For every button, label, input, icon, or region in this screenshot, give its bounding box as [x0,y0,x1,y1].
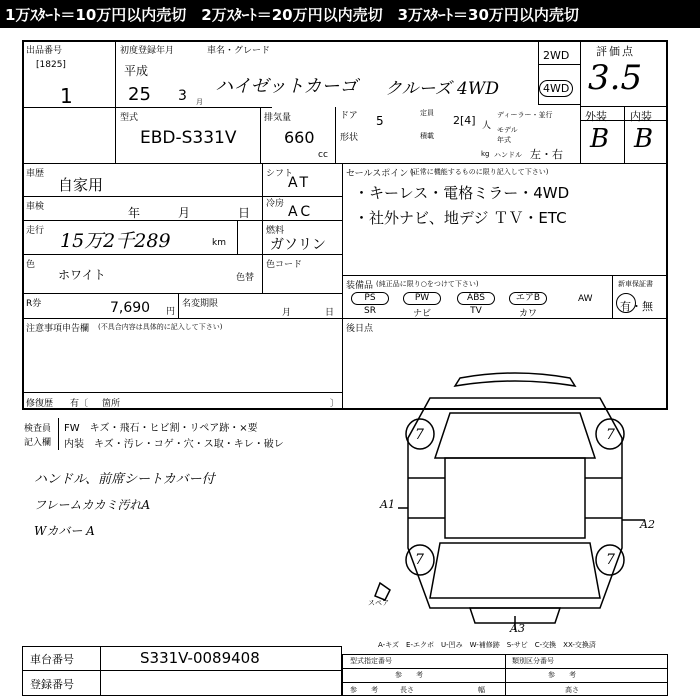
divider [342,163,343,408]
equipment-aw: AW [578,294,593,304]
load-unit: kg [481,150,490,158]
int-score: B [634,124,654,154]
score-label: 評価点 [596,45,635,58]
width-label: 幅 [478,686,485,694]
registration-label: 初度登録年月 [120,46,175,56]
handle-value: 左・右 [530,148,563,161]
divider [538,40,539,104]
divider [580,40,581,163]
score-value: 3.5 [588,58,643,98]
recycle-unit: 円 [166,307,176,317]
divider [624,106,625,163]
handwritten-note-2: フレームカカミ汚れA [34,498,151,512]
fuel-label: 燃料 [266,226,285,236]
divider [22,318,668,319]
divider [22,254,342,255]
classification-label: 類別区分番号 [512,657,554,665]
tire-front-left-mark: 7 [415,427,424,443]
equipment-navi: ナビ [412,309,431,319]
inspection-day-label: 日 [238,206,251,220]
divider [335,107,336,163]
divider [237,220,238,254]
divider [505,654,506,696]
sales-line2: ・社外ナビ、地デジ ＴＶ・ETC [354,209,567,227]
notes-sub: (不具合内容は具体的に記入して下さい) [98,323,223,331]
divider [538,104,580,105]
divider [22,293,342,294]
equipment-sr: SR [364,306,376,316]
warranty-label: 新車保証書 [618,280,653,288]
later-label: 後日点 [346,324,374,334]
use-label: 車歴 [26,169,45,179]
divider [612,275,613,318]
reference-label-1: 参 考 [395,671,423,679]
divider [22,670,342,671]
divider [262,254,263,293]
equipment-pw: PW [403,292,441,305]
registration-month: 3 [178,88,187,104]
ac-label: 冷房 [266,199,285,209]
recycle-value: 7,690 [110,300,151,316]
int-label: 内装 [630,110,652,123]
type-designation-label: 型式指定番号 [350,657,392,665]
handwritten-note-3: Wカバー A [34,524,95,538]
equipment-tv: TV [470,306,482,316]
divider [22,196,342,197]
warranty-value: 有・無 [620,300,653,313]
model-value: EBD-S331V [140,128,237,148]
handle-label: ハンドル [494,151,522,159]
inspection-year-label: 年 [128,206,141,220]
notes-label: 注意事項申告欄 [26,324,90,334]
mileage-label: 走行 [26,226,45,236]
ext-label: 外装 [585,110,607,123]
ac-value: AC [288,204,314,220]
drive-2wd: 2WD [543,49,570,62]
color-code-label: 色コード [266,260,303,270]
tire-front-right-mark: 7 [606,427,615,443]
divider [178,293,179,318]
registration-era: 平成 [124,64,149,78]
mileage-value: 15万2千289 [60,230,171,252]
tax-label: 名変期限 [182,299,219,309]
tax-month-label: 月 [282,308,292,318]
sales-sub: (正常に機能するものに限り記入して下さい) [410,168,549,176]
doors-value: 5 [376,114,384,128]
model-year-label2: 年式 [497,136,511,144]
color-label: 色 [26,260,36,270]
shift-value: AT [288,175,312,191]
divider [342,275,668,276]
sales-line1: ・キーレス・電格ミラー・4WD [354,184,570,202]
tax-day-label: 日 [325,308,335,318]
checker-label2: 記入欄 [24,438,52,448]
damage-mark-a2: A2 [640,518,655,531]
checker-row1: FW キズ・飛石・ヒビ割・リペア跡・×要 [64,423,258,434]
drive-4wd: 4WD [539,80,573,97]
shape-label: 形状 [340,133,359,143]
color-change-label: 色替 [236,273,255,283]
registration-number-label: 登録番号 [30,678,74,691]
divider [58,418,59,450]
load-label: 積載 [420,132,434,140]
repair-unit: 箇所 [102,399,121,409]
mileage-unit: km [212,238,226,248]
divider [100,646,101,696]
fuel-value: ガソリン [270,237,326,253]
height-label: 高さ [565,686,579,694]
auction-banner: 1万ｽﾀｰﾄ＝10万円以内売切 2万ｽﾀｰﾄ＝20万円以内売切 3万ｽﾀｰﾄ＝30万円以内売切 [0,0,700,28]
damage-legend: A-キズ E-エクボ U-凹み W-補修跡 S-サビ C-交換 XX-交換済 [378,641,596,649]
warranty-circle-mark [616,293,636,313]
capacity-unit: 人 [482,121,492,131]
capacity-label: 定員 [420,109,434,117]
divider [22,163,668,164]
capacity-value: 2[4] [453,114,476,127]
car-grade: クルーズ 4WD [385,79,499,99]
tire-rear-left-mark: 7 [415,552,424,568]
color-value: ホワイト [58,268,106,282]
checker-row2: 内装 キズ・汚レ・コゲ・穴・ス取・キレ・破レ [64,439,284,450]
sales-label: セールスポイント [346,169,418,179]
equipment-leather: カワ [518,309,537,319]
lot-label: 出品番号 [26,46,63,56]
spare-label: スペア [368,599,389,607]
use-value: 自家用 [58,176,104,194]
ext-score: B [590,124,610,154]
model-year-label1: モデル [497,126,518,134]
reference-label-3: 参 考 [350,686,378,694]
displacement-unit: cc [318,150,328,160]
chassis-value: S331V-0089408 [140,649,260,667]
equipment-abs: ABS [457,292,495,305]
divider [262,163,263,254]
length-label: 長さ [400,686,414,694]
registration-year: 25 [128,84,151,105]
divider [538,64,580,65]
shift-label: シフト [266,169,294,179]
car-name: ハイゼットカーゴ [215,76,358,97]
repair-value: 有〔 [70,399,89,409]
tire-rear-right-mark: 7 [606,552,615,568]
displacement-value: 660 [284,128,315,147]
recycle-label: R券 [26,299,42,309]
damage-mark-a1: A1 [380,498,395,511]
equipment-label: 装備品 [346,281,374,291]
divider [22,392,342,393]
handwritten-note-1: ハンドル、前席シートカバー付 [34,472,215,487]
dealer-label: ディーラー・並行 [497,111,553,119]
car-name-label: 車名・グレード [207,46,271,56]
chassis-label: 車台番号 [30,653,74,666]
damage-mark-a3: A3 [510,622,525,635]
lot-number: 1 [60,84,73,108]
divider [260,107,261,163]
registration-month-suffix: 月 [196,98,203,106]
vehicle-condition-diagram [360,368,670,638]
doors-label: ドア [340,111,358,121]
repair-label: 修復歴 [26,399,54,409]
inspection-label: 車検 [26,202,45,212]
checker-label1: 検査員 [24,424,52,434]
model-label: 型式 [120,113,139,123]
equipment-sub: (純正品に限り○をつけて下さい) [376,280,479,288]
displacement-label: 排気量 [264,113,292,123]
equipment-airbag: エアB [509,292,547,305]
divider [115,40,116,163]
repair-end: 〕 [330,399,340,409]
lot-code: [1825] [36,60,66,70]
reference-label-2: 参 考 [548,671,576,679]
inspection-month-label: 月 [178,206,191,220]
equipment-ps: PS [351,292,389,305]
